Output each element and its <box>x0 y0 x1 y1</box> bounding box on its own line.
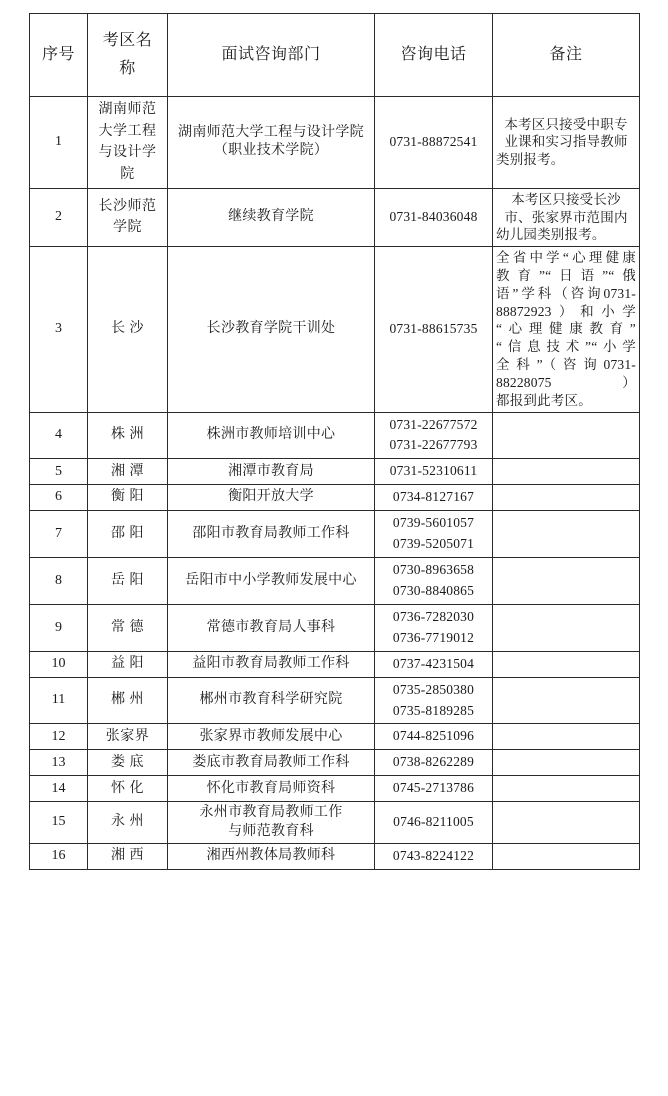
cell-remark-line: 业课和实习指导教师 <box>504 134 628 150</box>
cell-index: 11 <box>30 677 88 724</box>
cell-remark <box>493 677 640 724</box>
cell-remark <box>493 485 640 511</box>
cell-exam-area-line: 张家界 <box>105 728 150 744</box>
cell-remark-line: 全省中学“心理健康 <box>496 250 636 266</box>
cell-department <box>168 511 375 558</box>
cell-phone-number: 0731-88872541 <box>389 133 478 149</box>
cell-phone-number: 0731-22677793 <box>389 437 478 453</box>
cell-phone-number: 0738-8262289 <box>392 754 475 770</box>
column-header-index: 序号 <box>30 14 88 97</box>
cell-index: 3 <box>30 247 88 412</box>
cell-department-line: 益阳市教育局教师工作科 <box>192 655 350 671</box>
cell-phone-number: 0731-22677572 <box>389 416 478 432</box>
cell-exam-area <box>88 558 168 605</box>
cell-phone-number: 0730-8840865 <box>392 582 475 598</box>
cell-exam-area-line: 怀 化 <box>111 780 144 796</box>
cell-department-line: 娄底市教育局教师工作科 <box>192 754 350 770</box>
cell-remark-line: 88228075） <box>496 374 636 390</box>
table-row <box>30 412 640 459</box>
cell-phone <box>375 511 493 558</box>
cell-index: 12 <box>30 724 88 750</box>
cell-exam-area <box>88 750 168 776</box>
cell-remark <box>493 558 640 605</box>
table-row <box>30 97 640 189</box>
cell-exam-area <box>88 459 168 485</box>
cell-remark-line: “信息技术”“小学 <box>496 339 636 355</box>
cell-phone <box>375 677 493 724</box>
cell-department <box>168 844 375 870</box>
cell-index: 6 <box>30 485 88 511</box>
cell-phone <box>375 485 493 511</box>
cell-department <box>168 651 375 677</box>
table-row <box>30 511 640 558</box>
cell-department <box>168 604 375 651</box>
cell-exam-area <box>88 485 168 511</box>
table-row <box>30 724 640 750</box>
cell-index: 5 <box>30 459 88 485</box>
cell-department <box>168 776 375 802</box>
cell-department <box>168 750 375 776</box>
cell-exam-area-line: 湖南师范 <box>98 102 157 117</box>
cell-department-line: 株洲市教师培训中心 <box>206 427 336 443</box>
cell-exam-area-line: 永 州 <box>111 814 144 830</box>
cell-phone-number: 0739-5601057 <box>392 515 475 531</box>
cell-exam-area-line: 常 德 <box>111 619 144 635</box>
cell-exam-area-line: 益 阳 <box>111 655 144 671</box>
cell-exam-area-line: 株 洲 <box>111 427 144 443</box>
cell-exam-area-line: 湘 潭 <box>111 463 144 479</box>
cell-exam-area-line: 湘 西 <box>111 848 144 864</box>
cell-exam-area-line: 娄 底 <box>111 754 144 770</box>
cell-phone <box>375 247 493 412</box>
cell-department <box>168 247 375 412</box>
table-row <box>30 604 640 651</box>
cell-phone-number: 0743-8224122 <box>392 848 475 864</box>
cell-department <box>168 802 375 844</box>
cell-remark-line: 本考区只接受长沙 <box>511 191 621 207</box>
cell-phone <box>375 844 493 870</box>
cell-remark-line: 市、张家界市范围内 <box>504 209 628 225</box>
cell-department <box>168 188 375 246</box>
cell-phone <box>375 558 493 605</box>
cell-remark-line: 语”学科（咨询0731- <box>496 285 636 301</box>
cell-department-line: 衡阳开放大学 <box>228 489 314 505</box>
cell-remark-line: 全科”（咨询0731- <box>496 357 636 373</box>
cell-exam-area-line: 长 沙 <box>111 321 144 337</box>
cell-exam-area-line: 衡 阳 <box>111 489 144 505</box>
cell-remark <box>493 247 640 412</box>
cell-remark <box>493 776 640 802</box>
cell-exam-area <box>88 802 168 844</box>
cell-index: 8 <box>30 558 88 605</box>
cell-phone-number: 0731-88615735 <box>389 320 478 336</box>
cell-phone <box>375 776 493 802</box>
cell-remark-line: 本考区只接受中职专 <box>504 116 628 132</box>
table-row <box>30 651 640 677</box>
cell-phone-number: 0737-4231504 <box>392 655 475 671</box>
cell-phone-number: 0735-8189285 <box>392 702 475 718</box>
cell-exam-area <box>88 844 168 870</box>
cell-index: 9 <box>30 604 88 651</box>
cell-exam-area-line: 邵 阳 <box>111 525 144 541</box>
cell-remark <box>493 750 640 776</box>
cell-department <box>168 97 375 189</box>
cell-phone-number: 0735-2850380 <box>392 681 475 697</box>
cell-department <box>168 724 375 750</box>
cell-exam-area-line: 长沙师范 <box>98 198 157 214</box>
table-row <box>30 485 640 511</box>
cell-remark <box>493 802 640 844</box>
cell-phone-number: 0736-7719012 <box>392 629 475 645</box>
cell-department-line: 继续教育学院 <box>228 209 314 225</box>
cell-remark-line: 类别报考。 <box>496 152 565 168</box>
cell-remark <box>493 459 640 485</box>
column-header-area-line2: 称 <box>119 60 136 77</box>
cell-department-line: 张家界市教师发展中心 <box>199 728 343 744</box>
cell-exam-area <box>88 651 168 677</box>
cell-phone <box>375 604 493 651</box>
cell-department-line: （职业技术学院） <box>213 143 329 159</box>
cell-phone-number: 0739-5205071 <box>392 536 475 552</box>
table-row <box>30 677 640 724</box>
cell-phone-number: 0736-7282030 <box>392 608 475 624</box>
cell-exam-area <box>88 97 168 189</box>
cell-department-line: 常德市教育局人事科 <box>206 619 336 635</box>
cell-exam-area <box>88 724 168 750</box>
cell-phone-number: 0746-8211005 <box>393 814 474 830</box>
cell-exam-area <box>88 604 168 651</box>
cell-phone-number: 0745-2713786 <box>392 780 475 796</box>
cell-department-line: 湖南师范大学工程与设计学院 <box>178 124 364 140</box>
table-row <box>30 776 640 802</box>
cell-exam-area <box>88 776 168 802</box>
column-header-remark: 备注 <box>493 14 640 97</box>
table-row <box>30 750 640 776</box>
cell-phone <box>375 802 493 844</box>
exam-district-contact-table <box>29 13 640 870</box>
table-row <box>30 844 640 870</box>
cell-department-line: 湘西州教体局教师科 <box>206 848 336 864</box>
cell-department <box>168 558 375 605</box>
cell-phone-number: 0731-84036048 <box>389 209 478 224</box>
cell-department-line: 郴州市教育科学研究院 <box>199 692 343 708</box>
cell-index: 2 <box>30 188 88 246</box>
cell-department-line: 永州市教育局教师工作 <box>199 805 343 821</box>
table-row <box>30 188 640 246</box>
column-header-area-line1: 考区名 <box>102 32 153 49</box>
cell-exam-area <box>88 188 168 246</box>
cell-phone-number: 0731-52310611 <box>389 463 478 479</box>
cell-phone <box>375 412 493 459</box>
cell-remark <box>493 844 640 870</box>
cell-exam-area-line: 郴 州 <box>111 692 144 708</box>
cell-exam-area-line: 院 <box>120 167 135 183</box>
cell-remark <box>493 651 640 677</box>
cell-remark-line: “心理健康教育” <box>496 321 636 337</box>
cell-remark-line: 88872923）和小学 <box>496 303 636 319</box>
cell-exam-area <box>88 412 168 459</box>
cell-exam-area <box>88 511 168 558</box>
table-row <box>30 558 640 605</box>
cell-department-line: 与师范教育科 <box>228 823 314 839</box>
cell-phone-number: 0730-8963658 <box>392 562 475 578</box>
cell-index: 14 <box>30 776 88 802</box>
cell-remark <box>493 188 640 246</box>
cell-remark-line: 幼儿园类别报考。 <box>496 227 606 243</box>
cell-remark <box>493 412 640 459</box>
cell-index: 4 <box>30 412 88 459</box>
cell-department <box>168 677 375 724</box>
column-header-phone: 咨询电话 <box>375 14 493 97</box>
cell-index: 10 <box>30 651 88 677</box>
cell-remark <box>493 604 640 651</box>
cell-department-line: 怀化市教育局师资科 <box>206 780 336 796</box>
cell-remark <box>493 97 640 189</box>
cell-index: 15 <box>30 802 88 844</box>
table-header <box>30 14 640 97</box>
cell-exam-area <box>88 247 168 412</box>
cell-phone <box>375 97 493 189</box>
cell-index: 1 <box>30 97 88 189</box>
cell-remark-line: 都报到此考区。 <box>496 392 592 408</box>
cell-exam-area-line: 岳 阳 <box>111 572 144 588</box>
cell-phone-number: 0734-8127167 <box>392 489 475 505</box>
table-row <box>30 802 640 844</box>
cell-department-line: 岳阳市中小学教师发展中心 <box>185 572 357 588</box>
cell-department-line: 长沙教育学院干训处 <box>206 321 336 337</box>
cell-index: 7 <box>30 511 88 558</box>
table-row <box>30 247 640 412</box>
cell-exam-area-line: 学院 <box>113 220 142 236</box>
table-body <box>30 97 640 870</box>
cell-department <box>168 412 375 459</box>
cell-remark <box>493 511 640 558</box>
cell-phone <box>375 724 493 750</box>
column-header-department: 面试咨询部门 <box>168 14 375 97</box>
cell-exam-area-line: 大学工程 <box>98 123 157 139</box>
cell-index: 16 <box>30 844 88 870</box>
cell-phone <box>375 459 493 485</box>
cell-phone <box>375 188 493 246</box>
cell-department <box>168 485 375 511</box>
cell-department-line: 邵阳市教育局教师工作科 <box>192 525 350 541</box>
cell-department <box>168 459 375 485</box>
cell-phone <box>375 651 493 677</box>
column-header-area <box>88 14 168 97</box>
cell-phone <box>375 750 493 776</box>
table-row <box>30 459 640 485</box>
cell-exam-area-line: 与设计学 <box>98 145 157 161</box>
cell-phone-number: 0744-8251096 <box>392 728 475 744</box>
cell-department-line: 湘潭市教育局 <box>228 463 314 479</box>
cell-exam-area <box>88 677 168 724</box>
header-row <box>30 14 640 97</box>
cell-remark-line: 教育”“日语”“俄 <box>496 268 636 283</box>
cell-remark <box>493 724 640 750</box>
cell-index: 13 <box>30 750 88 776</box>
